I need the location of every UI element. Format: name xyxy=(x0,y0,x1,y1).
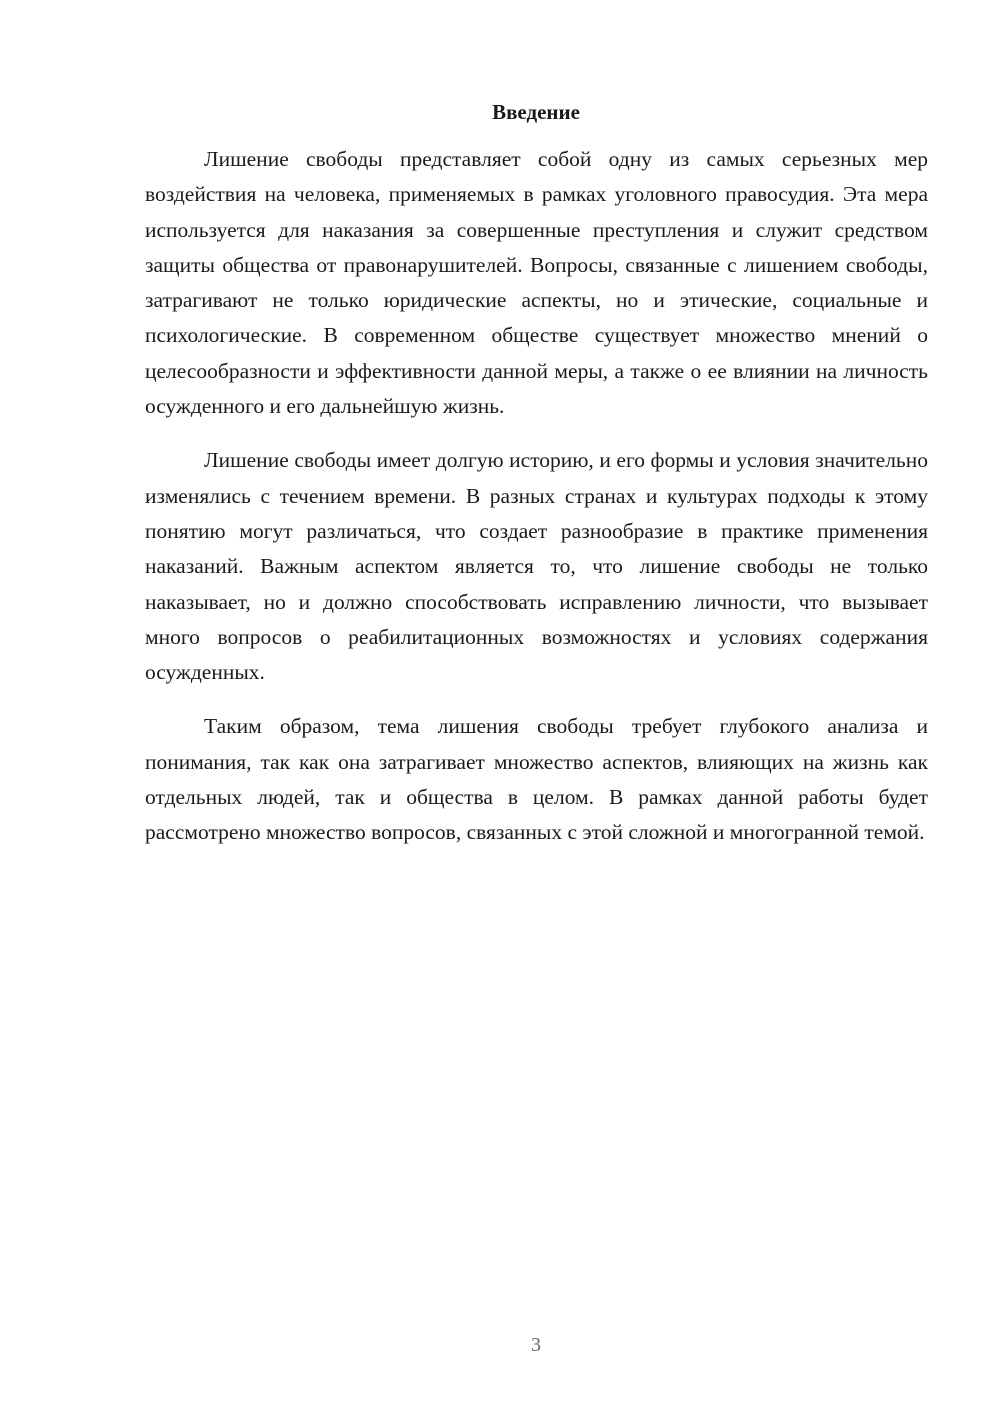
paragraph-1: Лишение свободы представляет собой одну из самых серьезных мер воздействия на человека, применяемых в рамках уголовного правосудия. Эта мера используется для наказания за совершенные преступления и служит средством защиты общества от правонарушителей. Вопросы, связанные с лишением свободы, затрагивают не только юридические аспекты, но и этические, социальные и психологические. В современном обществе существует множество мнений о целесообразности и эффективности данной меры, а также о ее влиянии на личность осужденного и его дальнейшую жизнь. xyxy=(145,147,928,419)
body-text xyxy=(145,142,928,870)
section-heading: Введение xyxy=(492,100,580,124)
page-number: 3 xyxy=(531,1334,541,1356)
paragraph-3: Таким образом, тема лишения свободы требует глубокого анализа и понимания, так как она затрагивает множество аспектов, влияющих на жизнь как отдельных людей, так и общества в целом. В рамках данной работы будет рассмотрено множество вопросов, связанных с этой сложной и многогранной темой. xyxy=(145,714,928,845)
paragraph-2: Лишение свободы имеет долгую историю, и его формы и условия значительно изменялись с течением времени. В разных странах и культурах подходы к этому понятию могут различаться, что создает разнообразие в практике применения наказаний. Важным аспектом является то, что лишение свободы не только наказывает, но и должно способствовать исправлению личности, что вызывает много вопросов о реабилитационных возможностях и условиях содержания осужденных. xyxy=(145,448,928,685)
